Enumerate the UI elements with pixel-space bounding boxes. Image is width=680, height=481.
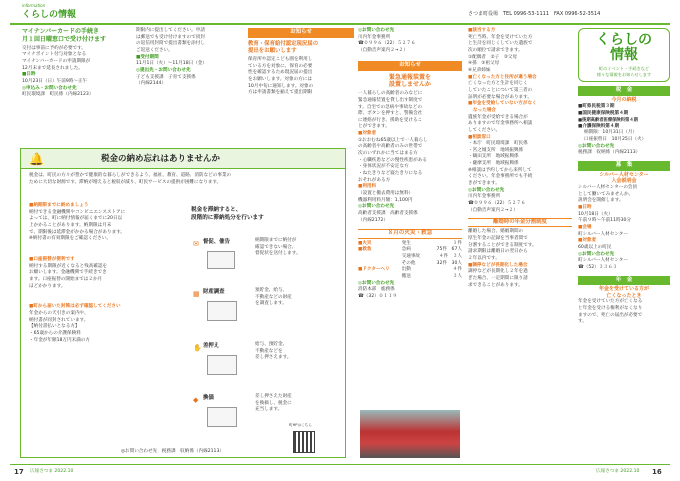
footer-rule [10, 464, 670, 465]
contact-value: 町シルバー人材センター [578, 258, 628, 264]
section-line: よっては、町に納付情報が届くまでに20日以 [29, 216, 123, 222]
step-2 [193, 287, 339, 327]
fire-truck-photo [360, 410, 460, 458]
target-line: 次のいずれかに当てはまる方 [358, 151, 418, 157]
header [0, 0, 680, 26]
step-text-line: 不動産などを [255, 348, 283, 354]
intro-line: 税金は、町民の方々が豊かで健康的な暮らしができるよう、福祉、教育、道路、消防などの事業の [29, 173, 232, 178]
body-line: の返信用封筒で提出書類を添付し [136, 41, 205, 47]
target-line: ①おおむね65歳以上で一人暮らし [358, 137, 428, 143]
house-illustration-icon [207, 407, 237, 427]
fire-cell: その他 [401, 260, 416, 266]
deadline-label: 納期限 [584, 130, 598, 136]
fire-cell: ■救急 [358, 247, 372, 253]
alarm-heading-line: 緊急通報装置を [388, 73, 431, 81]
recruit-banner: 募 集 [578, 161, 670, 171]
body-line: に連絡が行き、援助を受けるこ [358, 117, 423, 123]
body-line: マイナポイント付与対象となる [22, 52, 87, 58]
step-text-line: 充当します。 [255, 407, 283, 413]
contact-label: ◎お問い合わせ先 [358, 204, 395, 210]
date-value: 10月23日（日）午前9時～正午 [22, 78, 88, 84]
sidebar-subtitle-line: 様々な情報をお知らせします [596, 71, 652, 77]
steps-heading-line: 税金を滞納すると、 [191, 207, 242, 213]
transfer-date: 口座振替日 10月25日（火） [584, 137, 647, 143]
mynumber-heading-line: マイナンバーカードの手続き [22, 28, 100, 35]
target-value: 60歳以上の町民 [578, 244, 612, 250]
step-text [255, 394, 292, 414]
fire-cell: ■火災 [358, 240, 372, 246]
alarm-heading [358, 74, 462, 90]
body-line: 保育所や認定こども園を利用し [248, 57, 313, 62]
step-text [255, 342, 291, 362]
list-item: ■国民健康保険税第４期 [578, 110, 629, 116]
section-line: 納付できる金融機関やコンビニエンスストアに [29, 209, 126, 215]
tax-banner: 税 金 [578, 86, 670, 96]
left-page-caption: 広報さつま 2022.10 [30, 469, 74, 474]
section-line: ・年金が年額18万円未満の方 [29, 337, 90, 343]
fire-cell: １件 [452, 240, 462, 246]
body-line: ２年以内です。 [468, 256, 500, 262]
body-line: 次の順位で請求できます。 [468, 47, 523, 53]
qr-code-icon[interactable] [293, 431, 315, 453]
table-row [358, 254, 462, 261]
body-line: と年金を受ける権利がなくなり [578, 306, 643, 312]
header-contact: さつま町役場 TEL 0996-53-1111 FAX 0996-52-3514 [468, 11, 601, 17]
section-title: ■町から届いた封筒は必ず確認してください [29, 304, 121, 310]
column-5 [468, 28, 572, 289]
nursery-heading [248, 41, 354, 55]
period-value: 11月1日（火）～11月18日（金） [136, 61, 207, 67]
list-label: ■相談窓口 [468, 134, 491, 140]
section-line: ほどかかります。 [29, 283, 66, 289]
body-line: ④孫 ⑤祖父母 [468, 61, 500, 67]
note-line: きができます。 [468, 181, 500, 187]
body-line: 期限内に提出してください。申請 [136, 28, 205, 33]
step-text-line: 差し押さえた財産 [255, 394, 292, 399]
tax-notice-intro [29, 173, 231, 186]
body-line: ますので、死亡の届出が必要で [578, 312, 643, 318]
body-line: 12月末まで延長されました。 [22, 65, 83, 71]
step-label: 財産調査 [203, 289, 225, 295]
pension-body [578, 299, 670, 326]
recruit-heading-line: シルバー人材センター [599, 171, 649, 178]
contact-tel: ☎（52）３３６３ [578, 264, 618, 270]
fire-table [358, 241, 462, 281]
body-line: ⑥兄弟姉妹 [468, 67, 491, 73]
column-4 [358, 28, 462, 300]
right-page-caption: 広報さつま 2022.10 [596, 469, 640, 474]
step-text-line: 確認できない場合、 [255, 244, 297, 250]
fire-cell: 75件 67人 [436, 247, 462, 253]
contact-tel: ☎（32）０１１９ [358, 293, 398, 299]
step-text-line: 預貯金、給与、 [255, 288, 288, 293]
tax-list [578, 104, 670, 157]
contact-value: 消防本部 総務係 [358, 287, 395, 293]
list-item: ・薩摩支所 地域振興係 [468, 161, 519, 167]
qr-caption: 町HPはこちら [289, 423, 312, 427]
body-line: とができます。 [358, 124, 390, 130]
column-1 [22, 28, 128, 99]
contact-value: 町民環境課 町民係（内線2123） [22, 92, 94, 98]
section-line: 納付する期限が近くなると残高確認を [29, 263, 108, 269]
fee-value: 機器利用料月額：1,100円 [358, 197, 413, 203]
recruit-heading [578, 172, 670, 185]
step-text-line: 督促状を送付します。 [255, 251, 301, 257]
contact-label: ◎申込み・お問い合わせ先 [22, 85, 77, 91]
sidebar [578, 28, 670, 458]
pension-heading-line: 年金を受けている方が [598, 286, 649, 293]
target-line: ・身体状況が不安定な方 [358, 164, 409, 170]
steps-heading-line: 段階的に滞納処分を行います [191, 214, 264, 221]
target-label: ■対象者 [358, 131, 377, 137]
contact-label: ◎お問い合わせ先 [578, 251, 615, 257]
contact-label: ◎お問い合わせ先 [358, 280, 395, 286]
step-text [255, 238, 301, 258]
pension-banner: 年 金 [578, 276, 670, 286]
header-small-label: information [22, 3, 46, 8]
contact-label: ◎お問い合わせ先 [468, 187, 505, 193]
place-value: 町シルバー人材センター [578, 231, 628, 237]
mynumber-heading-line: 月１回日曜窓口で受け付けます [22, 35, 107, 43]
fire-cell: 出動 [401, 267, 411, 273]
step-text-line: を調査します。 [255, 301, 287, 307]
body-line: していたことについて第三者の [468, 87, 533, 93]
fee-label: ■利用料 [358, 184, 377, 190]
fire-cell: 急病 [401, 247, 411, 253]
body-line: 10月中旬に通知します。対象の [248, 83, 314, 89]
tax-notice-right [191, 207, 341, 223]
body-line: 緊急通報装置を貸し出す制度で [358, 97, 423, 103]
tax-notice-title: 税金の納め忘れはありませんか [101, 154, 221, 164]
tax-notice-box [20, 148, 346, 458]
body-line: 死亡当時、年金を受けていた方 [468, 34, 533, 40]
contact-dept: 川内年金事務所 [358, 34, 391, 40]
intro-line: ために大切な財源です。滞納が増えると税収が減り、町民サービスの提供が困難になります。 [29, 179, 222, 185]
list-item: ・鶴田支所 地域振興係 [468, 154, 519, 160]
subsection-title: ■年金を受給していない方がなく [468, 101, 537, 107]
note-line: ください。年金事務所でも手続 [468, 174, 533, 180]
step-3 [193, 341, 339, 381]
section-line: 【納付書払いとなる方】 [29, 324, 80, 330]
body-line: 亡くなった方と生計を同じく [468, 81, 528, 87]
steps-heading [191, 207, 341, 223]
tax-notice-titlebar [21, 149, 345, 169]
subsection-title: ■調停などが長期化した場合 [468, 262, 528, 268]
seizure-icon: ✋ [193, 344, 202, 352]
mail-illustration-icon [207, 251, 235, 269]
body-line: 性を確認するため現況届の提出 [248, 70, 313, 76]
body-line: 調停などが長期化し２年を過 [468, 269, 528, 275]
contact-label: ◎お問い合わせ先 [578, 143, 615, 149]
recruit-heading-line: 入会説明会 [611, 178, 637, 185]
body-line: 厚生年金の記録を当事者間で [468, 236, 528, 242]
header-rule [10, 23, 670, 25]
target-label: ■対象者 [578, 238, 597, 244]
body-line: シルバー人材センターの会員 [578, 184, 638, 190]
contact-dept: 川内年金事務所 [468, 194, 501, 200]
body-line: ぎた場合、一定期間に限り請 [468, 275, 528, 281]
envelope-icon: ✉ [193, 240, 199, 248]
place-label: ■会場 [578, 224, 592, 230]
nursery-heading-line: 教育・保育給付認定現況届の [248, 40, 319, 47]
sidebar-subtitle-line: 町のイベント・手続きなど [598, 65, 650, 71]
body-line: 一人暮らしの高齢者のみなどに [358, 91, 423, 97]
contact-value: 子ども支援課 子育て支援係 [136, 74, 196, 80]
tax-notice-contact: ◎お問い合わせ先 税務課 収納係（内線2113） [121, 449, 224, 454]
body-line: 説明会を開催します。 [578, 198, 624, 204]
date-time: 午前９時～午前11時30分 [578, 218, 632, 224]
body-line: マイナンバーカードの申請期限が [22, 58, 91, 64]
body-line: 遺族年金が受給できる場合が [468, 114, 528, 120]
step-label: 差押え [203, 343, 220, 349]
body-line: は郵送でも受け付けますので同封 [136, 34, 205, 40]
section-line: 納付書が同封されています。 [29, 317, 89, 323]
section-line: で、期限後は延滞金がかかる場合があります。 [29, 229, 126, 235]
table-row [358, 274, 462, 281]
contact-ext: （内線2144） [136, 81, 167, 87]
contact-ext: （内線2172） [358, 217, 389, 223]
bell-icon: 🔔 [29, 152, 44, 166]
step-text-line: 給与、預貯金、 [255, 342, 288, 347]
step-text-line: 納期限までに納付が [255, 238, 297, 243]
body-line: 証明が必要な場合があります。 [468, 94, 532, 100]
step-label: 換価 [203, 395, 214, 401]
body-line: す。 [578, 319, 587, 325]
section-line: ・65歳からの介護保険料 [29, 330, 81, 336]
date-label: ■日時 [22, 72, 36, 78]
date-label: ■日時 [578, 204, 592, 210]
body-line: ありますので年金事務所へ相談 [468, 121, 533, 127]
fire-cell: 搬送 [401, 273, 411, 279]
contact-label: ◎お問い合わせ先 [358, 28, 395, 33]
step-1 [193, 237, 339, 273]
target-line: ・ねたきりなど寝たきりになる [358, 171, 423, 177]
divorce-pension-banner: 離婚時の年金分割制度 [468, 218, 572, 227]
pension-heading-line: 亡くなったとき [606, 292, 642, 299]
body-line: 交付は事前に予約が必要です。 [22, 45, 86, 51]
section-line: 上かかることがあります。納期限は月末 [29, 222, 112, 228]
list-item: ・本庁 町民環境課 町民係 [468, 141, 528, 147]
bank-illustration-icon [207, 301, 237, 321]
body-line: をお願いします。対象の方には [248, 76, 312, 82]
subsection-title: ■亡くなった方と住所が違う場合 [468, 74, 537, 80]
tax-notice-left [29, 203, 179, 344]
note-line: ※相談は予約してから来所して [468, 167, 532, 173]
body-line: 際、ボタンを押すと、警備会社 [358, 111, 423, 117]
nursery-heading-line: 提出をお願いします [248, 47, 297, 54]
contact-tel: ☎０９９６（22）５２７６ [468, 201, 526, 207]
notice-banner: お知らせ [358, 61, 462, 71]
fire-cell: 交通事故 [401, 253, 421, 259]
list-item: ■後期高齢者医療保険料第４期 [578, 117, 638, 123]
body-line: ご返送ください。 [136, 47, 173, 53]
contact-note: （自動音声案内２→２） [358, 47, 408, 53]
body-line: す。自宅での急病や事故などの [358, 104, 422, 110]
page-title: くらしの情報 [22, 10, 77, 20]
sidebar-title-line2: 情報 [610, 47, 638, 64]
table-row [358, 247, 462, 254]
sidebar-title-line1: くらしの [596, 32, 652, 48]
step-text-line: 差し押さえます。 [255, 355, 292, 361]
fire-cell: ■ドクターヘリ [358, 267, 390, 273]
property-illustration-icon [207, 355, 237, 375]
step-4 [193, 393, 339, 431]
footer [0, 464, 680, 481]
list-item: ■介護保険料第４期 [578, 123, 620, 129]
body-line: 求できることがあります。 [468, 282, 523, 288]
table-row [358, 267, 462, 274]
step-text-line: を換価し、税金に [255, 400, 292, 406]
body-line: 分割することができる制度です。 [468, 242, 537, 248]
column-2 [136, 28, 242, 88]
column-3 [248, 28, 354, 97]
fire-cell: 32件 30人 [436, 260, 462, 266]
contact-value: 税務課 収納係（内線2113） [578, 150, 641, 156]
list-item: ・宮之城支所 地域振興係 [468, 147, 524, 153]
pension-heading [578, 286, 670, 299]
tax-deadline: 納期限：10月31日（月） [584, 130, 638, 136]
fire-cell [358, 274, 402, 281]
period-label: ■受付期間 [136, 54, 159, 60]
fire-cell [358, 254, 402, 261]
subsection-title: なった場合 [473, 107, 496, 113]
fire-cell: 発生 [401, 240, 411, 246]
fire-banner: ８月の火災・救急 [358, 229, 462, 238]
date-value: 10月18日（火） [578, 211, 613, 217]
section-title: ■該当する方 [468, 28, 496, 33]
sidebar-title-box [578, 28, 670, 82]
alarm-heading-line: 設置しませんか [388, 81, 431, 89]
step-text [255, 288, 292, 308]
body-line: ている方を対象に、保育の必要 [248, 63, 313, 69]
section-title: ■口座振替が便利です [29, 256, 75, 262]
fire-cell: ４件 [452, 267, 462, 273]
section-line: 年金からの天引きの案内や、 [29, 310, 89, 316]
step-label: 督促、催告 [203, 239, 230, 245]
body-line: 年金を受けていた方が亡くなる [578, 299, 643, 305]
target-line: おそれがある方 [358, 177, 391, 183]
contact-value: 高齢者支援課 高齢者支援係 [358, 211, 418, 216]
body-line: してください。 [468, 127, 501, 133]
body-line: 方は申請書類を揃えて提出期限 [248, 90, 313, 96]
body-line: として働いてみませんか。 [578, 191, 634, 197]
body-line: 請求期限は離婚日の翌日から [468, 249, 528, 255]
right-page-number: 16 [652, 468, 662, 476]
recruit-body [578, 185, 670, 272]
section-line: ※納付書の有効期限をご確認ください。 [29, 236, 111, 242]
exchange-icon: ◆ [193, 396, 199, 404]
section-line: お願いします。金融機関で手続きでき [29, 270, 107, 276]
contact-tel: ☎０９９６（22）５２７６ [358, 41, 416, 47]
body-line: ①配偶者 ②子 ③父母 [468, 54, 518, 60]
body-line: 離婚した場合、婚姻期間の [468, 229, 524, 235]
notice-banner: お知らせ [248, 28, 354, 38]
mynumber-heading [22, 28, 128, 44]
contact-label: ◎提出先・お問い合わせ先 [136, 67, 191, 73]
section-line: ます。口座振替の開始までは２か月 [29, 276, 103, 282]
list-item: ■町県民税第３期 [578, 104, 615, 110]
fire-cell: ３人 [452, 273, 462, 279]
building-icon: ▦ [193, 290, 200, 298]
body-line: と生計を同じくしていた遺族で [468, 41, 533, 47]
contact-note: （自動音声案内２→２） [468, 207, 518, 213]
deadline-value: 10月31日（月） [602, 130, 638, 136]
fee-value: （設置と撤去費用は無料） [358, 191, 414, 197]
step-text-line: 不動産などの財産 [255, 294, 292, 300]
tax-heading: 今月の納税 [611, 96, 637, 103]
section-title: ■納期限までに納めましょう [29, 203, 89, 208]
target-line: の高齢者や高齢者のみの世帯で [358, 144, 423, 150]
fire-cell: ４件 ３人 [439, 253, 462, 259]
left-page-number: 17 [14, 468, 24, 476]
target-line: ・心臓疾患などの慢性疾患がある [358, 157, 427, 163]
